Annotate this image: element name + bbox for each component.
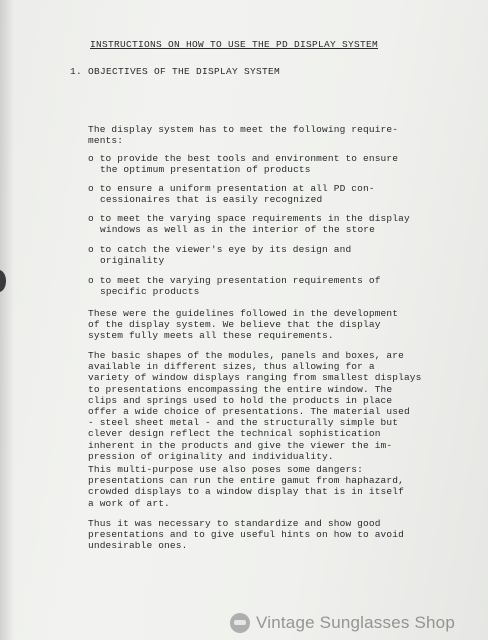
intro-paragraph [88,124,428,146]
text-line: presentations and to give useful hints on how to avoid [88,529,404,541]
text-line: clips and springs used to hold the products in place [88,394,393,406]
bullet-line: o to catch the viewer's eye by its design and [88,244,428,255]
sunglasses-logo-icon [230,613,250,633]
text-line: The display system has to meet the following require- [88,124,399,135]
text-line: pression of originality and individuality. [88,450,334,462]
bullet-line: o to provide the best tools and environment to ensure [88,153,428,164]
bullet-line: originality [100,255,165,267]
text-line: system fully meets all these requirements. [88,330,334,342]
bullet-item [88,183,428,205]
page-edge-shadow [0,0,14,640]
bullet-item [88,275,428,297]
text-line: to presentations encompassing the entire window. The [88,383,393,395]
bullet-line: specific products [100,286,200,298]
bullet-item [88,244,428,266]
body-paragraph [88,518,428,552]
document-title: INSTRUCTIONS ON HOW TO USE THE PD DISPLAY SYSTEM [90,39,379,50]
watermark-text: Vintage Sunglasses Shop [256,613,455,632]
text-line: clever design reflect the technical sophistication [88,428,381,440]
body-paragraph [88,350,428,462]
text-line: These were the guidelines followed in the development [88,308,399,319]
bullet-line: o to meet the varying space requirements in the display [88,213,428,224]
bullet-line: the optimum presentation of products [100,164,311,176]
text-line: variety of window displays ranging from smallest displays [88,372,422,384]
text-line: inherent in the products and give the viewer the im- [88,439,393,451]
section-heading: 1. OBJECTIVES OF THE DISPLAY SYSTEM [70,66,281,77]
text-line: undesirable ones. [88,540,188,552]
text-line: Thus it was necessary to standardize and show good [88,518,381,529]
text-line: presentations can run the entire gamut from haphazard, [88,475,404,487]
text-line: crowded displays to a window display that is in itself [88,486,404,498]
body-paragraph [88,308,428,342]
text-line: a work of art. [88,497,170,509]
bullet-line: o to meet the varying presentation requirements of [88,275,428,286]
text-line: ments: [88,135,124,147]
watermark [230,612,455,634]
text-line: The basic shapes of the modules, panels and boxes, are [88,350,404,361]
bullet-item [88,213,428,235]
text-line: offer a wide choice of presentations. The material used [88,406,410,418]
bullet-line: cessionaires that is easily recognized [100,194,323,206]
text-line: available in different sizes, thus allowing for a [88,361,375,373]
bullet-line: windows as well as in the interior of the store [100,224,375,236]
text-line: - steel sheet metal - and the structurally simple but [88,417,399,429]
text-line: of the display system. We believe that the display [88,319,381,331]
body-paragraph [88,464,428,509]
bullet-line: o to ensure a uniform presentation at all PD con- [88,183,428,194]
bullet-item [88,153,428,175]
text-line: This multi-purpose use also poses some dangers: [88,464,363,475]
